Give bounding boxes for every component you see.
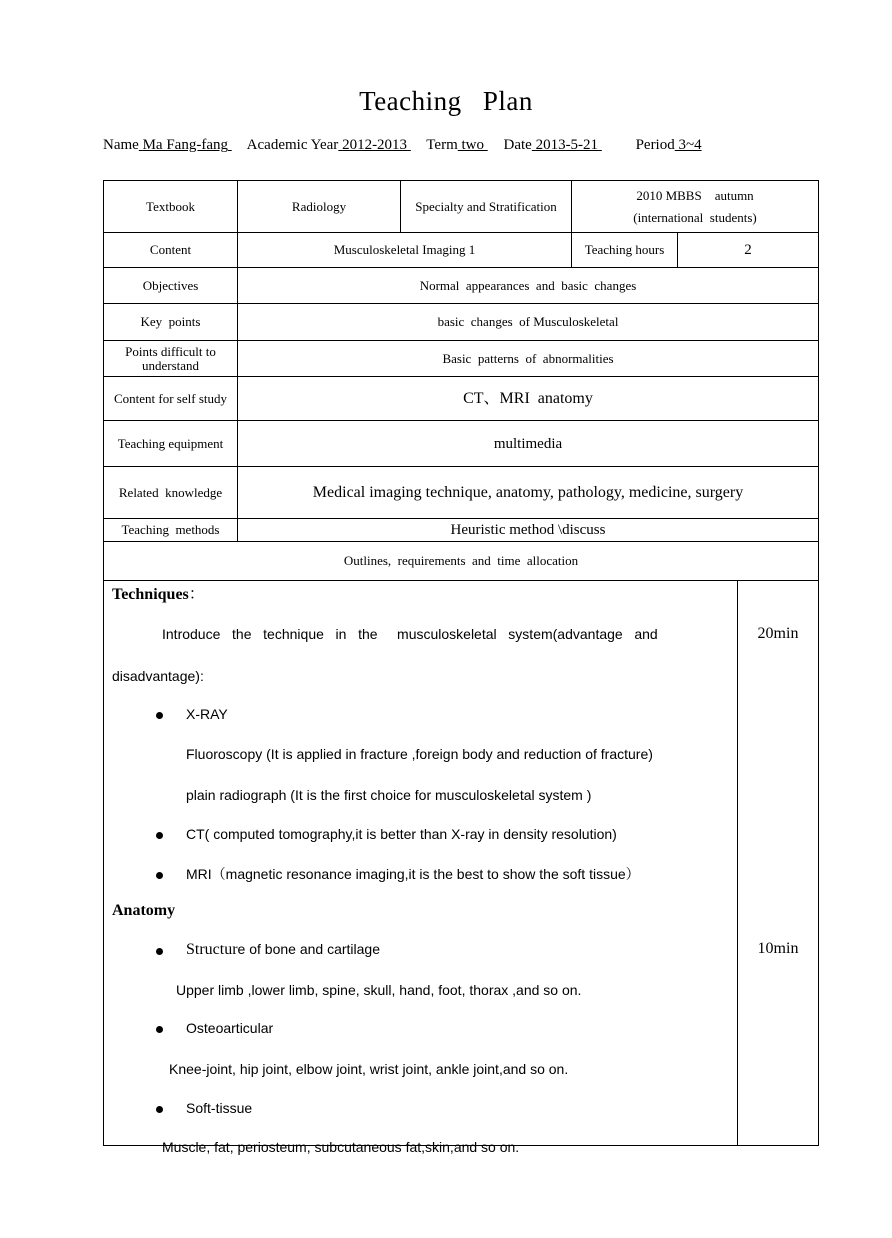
- selfstudy-label: Content for self study: [104, 377, 238, 421]
- equipment-label: Teaching equipment: [104, 421, 238, 467]
- textbook-label: Textbook: [104, 181, 238, 233]
- bullet-icon: [156, 948, 163, 955]
- outline-content: [104, 581, 738, 1155]
- related-label: Related knowledge: [104, 467, 238, 519]
- meta-year: [247, 137, 411, 153]
- specialty-label: Specialty and Stratification: [401, 181, 572, 233]
- row-equipment: [104, 421, 819, 467]
- bullet-icon: [156, 872, 163, 879]
- specialty-value: [572, 181, 819, 233]
- plain-radiograph-text: plain radiograph (It is the first choice for musculoskeletal system ): [186, 787, 592, 803]
- mri-text: MRI（magnetic resonance imaging,it is the best to show the soft tissue）: [186, 866, 640, 882]
- row-content: [104, 233, 819, 268]
- methods-value: Heuristic method \discuss: [238, 519, 819, 542]
- content-value: Musculoskeletal Imaging 1: [238, 233, 572, 268]
- content-label: Content: [104, 233, 238, 268]
- name-label: Name: [103, 137, 139, 153]
- fluoroscopy-text: Fluoroscopy (It is applied in fracture ,foreign body and reduction of fracture): [186, 746, 653, 762]
- term-value: two: [461, 137, 484, 153]
- row-outline-body: [104, 581, 819, 1146]
- meta-period: [636, 137, 702, 153]
- intro-line-2: disadvantage):: [112, 668, 204, 684]
- row-teaching-methods: [104, 519, 819, 542]
- ct-text: CT( computed tomography,it is better than X-ray in density resolution): [186, 826, 617, 842]
- row-textbook: [104, 181, 819, 233]
- meta-term: [426, 137, 487, 153]
- selfstudy-value: CT、MRI anatomy: [238, 377, 819, 421]
- date-value: 2013-5-21: [535, 137, 599, 153]
- outline-content-wrap: [104, 581, 737, 1155]
- keypoints-value: basic changes of Musculoskeletal: [238, 304, 819, 341]
- name-value: Ma Fang-fang: [142, 137, 228, 153]
- row-related-knowledge: [104, 467, 819, 519]
- time-anatomy: 10min: [757, 940, 799, 957]
- date-label: Date: [503, 137, 532, 153]
- row-difficult-points: [104, 341, 819, 377]
- osteo-detail: Knee-joint, hip joint, elbow joint, wrist joint, ankle joint,and so on.: [169, 1061, 569, 1077]
- teaching-plan-table: [103, 180, 819, 1155]
- hours-label: Teaching hours: [572, 233, 678, 268]
- intro-line-1: Introduce the technique in the musculoskeletal system(advantage and: [162, 626, 658, 642]
- year-value: 2012-2013: [342, 137, 408, 153]
- structure-detail: Upper limb ,lower limb, spine, skull, hand, foot, thorax ,and so on.: [176, 982, 582, 998]
- xray-label: X-RAY: [186, 706, 228, 722]
- objectives-value: Normal appearances and basic changes: [238, 268, 819, 304]
- year-label: Academic Year: [246, 137, 339, 153]
- equipment-value: multimedia: [238, 421, 819, 467]
- period-value: 3~4: [678, 137, 702, 153]
- bullet-icon: [156, 1026, 163, 1033]
- soft-detail: Muscle, fat, periosteum, subcutaneous fat,skin,and so on.: [162, 1139, 520, 1155]
- hours-value: 2: [678, 233, 819, 268]
- objectives-label: Objectives: [104, 268, 238, 304]
- keypoints-label: Key points: [104, 304, 238, 341]
- period-label: Period: [635, 137, 675, 153]
- meta-date: [503, 137, 601, 153]
- osteo-label: Osteoarticular: [186, 1020, 274, 1036]
- row-self-study: [104, 377, 819, 421]
- methods-label: Teaching methods: [104, 519, 238, 542]
- difficult-value: Basic patterns of abnormalities: [238, 341, 819, 377]
- row-objectives: [104, 268, 819, 304]
- header-meta: [103, 137, 823, 154]
- textbook-value: Radiology: [238, 181, 401, 233]
- soft-label: Soft-tissue: [186, 1100, 253, 1116]
- structure-label: Structure of bone and cartilage: [186, 941, 380, 958]
- specialty-value-line2: (international students): [633, 209, 757, 225]
- term-label: Term: [426, 137, 458, 153]
- bullet-icon: [156, 712, 163, 719]
- document-title: Teaching Plan: [359, 86, 533, 116]
- meta-name: [103, 137, 232, 153]
- row-key-points: [104, 304, 819, 341]
- techniques-heading: Techniques：: [112, 586, 205, 603]
- row-outline-header: [104, 542, 819, 581]
- bullet-icon: [156, 832, 163, 839]
- bullet-icon: [156, 1106, 163, 1113]
- related-value: Medical imaging technique, anatomy, pathology, medicine, surgery: [238, 467, 819, 519]
- difficult-label: Points difficult to understand: [104, 341, 238, 377]
- outline-header: Outlines, requirements and time allocation: [104, 542, 819, 581]
- anatomy-heading: Anatomy: [112, 902, 176, 919]
- time-techniques: 20min: [757, 625, 799, 642]
- time-allocation-cell: [738, 581, 819, 1146]
- specialty-value-line1: 2010 MBBS autumn: [636, 187, 754, 203]
